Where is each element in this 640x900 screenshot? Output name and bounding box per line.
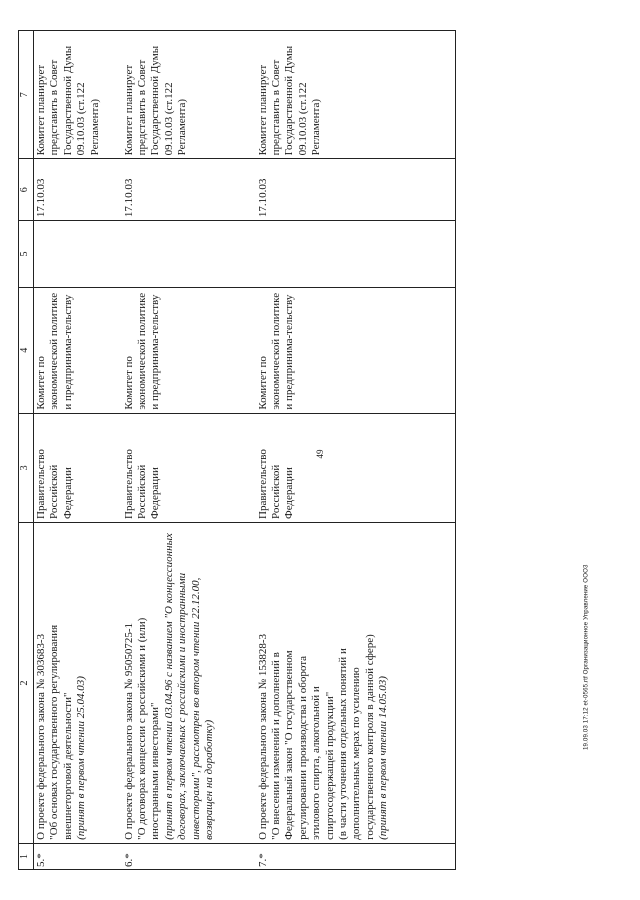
initiator-cell: Правительство Российской Федерации: [34, 413, 122, 522]
column-header-4: 4: [19, 287, 34, 413]
bill-title-line: О проекте федерального закона № 95050725-1: [122, 622, 135, 840]
table-row: [34, 31, 122, 870]
bill-title-line: внешнеторговой деятельности": [61, 692, 74, 840]
bill-title-line: этилового спирта, алкогольной и: [310, 686, 323, 840]
table-row: [122, 31, 256, 870]
column-header-5: 5: [19, 221, 34, 288]
column-5-cell: [256, 221, 456, 288]
bill-title-line: регулировании производства и оборота: [296, 655, 309, 840]
initiator-cell: Правительство Российской Федерации: [256, 413, 456, 522]
date-cell: 17.10.03: [256, 159, 456, 221]
row-number: 6.*: [122, 843, 256, 869]
column-header-3: 3: [19, 413, 34, 522]
bill-title-line: Федеральный закон "О государственном: [283, 650, 296, 840]
bill-title-line: "О внесении изменений и дополнений в: [269, 652, 282, 840]
column-header-1: 1: [19, 843, 34, 869]
committee-cell: Комитет по экономической политике и предпринима-тельству: [122, 287, 256, 413]
column-header-6: 6: [19, 159, 34, 221]
bill-title-line: О проекте федерального закона № 303683-3: [35, 633, 47, 840]
column-5-cell: [34, 221, 122, 288]
column-header-7: 7: [19, 31, 34, 159]
row-number: 7.*: [256, 843, 456, 869]
bill-title-line: "О договорах концессии с российскими и (или): [135, 617, 148, 840]
row-number: 5.*: [34, 843, 122, 869]
page-number: 49: [315, 449, 325, 459]
bill-title-line: спиртосодержащей продукции": [323, 691, 336, 840]
bill-title-line: дополнительных мерах по усилению: [350, 667, 363, 840]
footer-line: 19.09.03 17:12 et-0565.rtf Организационное Управление ООО3: [582, 564, 590, 750]
plan-cell: Комитет планирует представить в Совет Государственной Думы 09.10.03 (ст.122 Регламента): [34, 31, 122, 159]
bill-reading-note: (принят в первом чтении 03.04.96 с названием "О концессионных договорах, заключаемых с российскими и иностранными инвесторами", рассмотрен во втором чтении 22.12.00, возвращен на доработку): [162, 533, 215, 840]
bill-title-line: О проекте федерального закона № 153828-3: [256, 633, 269, 840]
bill-title-line: (в части уточнения отдельных понятий и: [336, 648, 349, 840]
bill-reading-note: (принят в первом чтении 25.04.03): [75, 676, 88, 840]
bill-description: [122, 523, 256, 844]
bill-title-line: иностранными инвесторами": [149, 702, 162, 840]
bills-table: [18, 30, 456, 870]
column-header-2: 2: [19, 523, 34, 844]
bill-description: [256, 523, 456, 844]
bill-reading-note: (принят в первом чтении 14.05.03): [377, 676, 390, 840]
initiator-cell: Правительство Российской Федерации: [122, 413, 256, 522]
plan-cell: Комитет планирует представить в Совет Государственной Думы 09.10.03 (ст.122 Регламента): [122, 31, 256, 159]
date-cell: 17.10.03: [34, 159, 122, 221]
bill-title-line: "Об основах государственного регулирования: [48, 624, 61, 840]
rotated-table-sheet: [18, 30, 598, 870]
committee-cell: Комитет по экономической политике и предпринима-тельству: [34, 287, 122, 413]
bill-description: [34, 523, 122, 844]
table-row: [256, 31, 456, 870]
committee-cell: Комитет по экономической политике и предпринима-тельству: [256, 287, 456, 413]
column-5-cell: [122, 221, 256, 288]
date-cell: 17.10.03: [122, 159, 256, 221]
bill-title-line: государственного контроля в данной сфере): [363, 634, 376, 840]
header-row: [19, 31, 34, 870]
plan-cell: Комитет планирует представить в Совет Государственной Думы 09.10.03 (ст.122 Регламента): [256, 31, 456, 159]
